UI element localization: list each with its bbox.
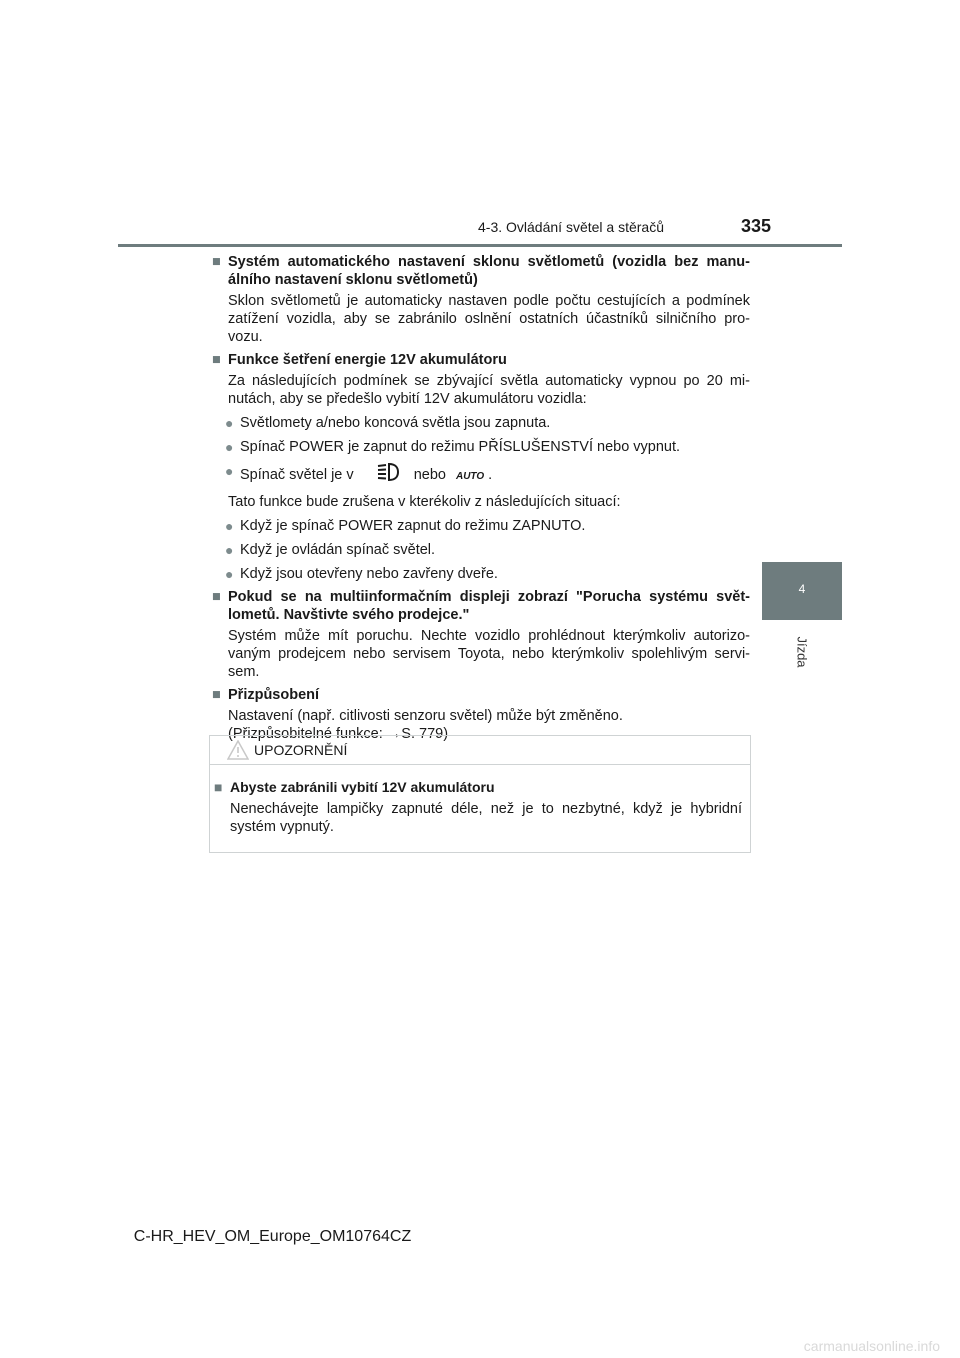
section-headlight-leveling [212, 253, 750, 346]
footer-document-code: C-HR_HEV_OM_Europe_OM10764CZ [133, 1228, 412, 1245]
section-battery-saver [212, 351, 750, 583]
warning-triangle-icon [227, 740, 249, 765]
warning-box [209, 735, 751, 853]
page-number: 335 [741, 216, 772, 236]
bullet-icon: ● [225, 463, 234, 479]
list-item-light-switch: ● Spínač světel je v nebo AUTO . [212, 462, 750, 487]
square-marker-icon: ■ [212, 687, 221, 703]
square-marker-icon: ■ [212, 254, 221, 270]
bullet-icon: ● [225, 542, 234, 558]
header-rule [118, 244, 842, 247]
square-marker-icon: ■ [212, 589, 221, 605]
section-paragraph: Sklon světlometů je automaticky nastaven podle počtu cestujících a podmínek zatížení vozidla, aby se zabránilo oslnění ostatních účastníků silničního pro-vozu. [228, 293, 750, 345]
list-item: ● Když je ovládán spínač světel. [225, 542, 436, 558]
chapter-number: 4 [798, 582, 806, 596]
chapter-label [772, 632, 832, 672]
section-title: ■ Funkce šetření energie 12V akumulátoru [212, 352, 507, 368]
chapter-tab[interactable] [762, 562, 842, 620]
bullet-icon: ● [225, 566, 234, 582]
section-paragraph: Systém může mít poruchu. Nechte vozidlo prohlédnout kterýmkoliv autorizo-vaným prodejcem nebo servisem Toyota, nebo kterýmkoliv spolehlivým servi-sem. [228, 628, 750, 680]
section-paragraph: Nastavení (např. citlivosti senzoru světel) může být změněno. [228, 708, 623, 724]
section-headlight-malfunction [212, 588, 750, 681]
warning-title: UPOZORNĚNÍ [254, 742, 348, 758]
square-marker-icon: ■ [212, 352, 221, 368]
section-paragraph: Tato funkce bude zrušena v kterékoliv z následujících situací: [228, 494, 621, 510]
headlight-icon [376, 462, 400, 487]
warning-heading: ■ Abyste zabránili vybití 12V akumulátoru [214, 779, 495, 795]
section-title: ■ Přizpůsobení [212, 687, 320, 703]
warning-header [210, 736, 750, 765]
bullet-icon: ● [225, 439, 234, 455]
list-item: ● Když je spínač POWER zapnut do režimu ZAPNUTO. [225, 518, 586, 534]
square-marker-icon: ■ [214, 779, 223, 795]
page-reference-link[interactable]: (Přizpůsobitelné funkce: →S. 779) [228, 726, 449, 742]
warning-text: Nenechávejte lampičky zapnuté déle, než je to nezbytné, když je hybridní systém vypnutý. [230, 801, 742, 835]
section-title: ■ Systém automatického nastavení sklonu světlometů (vozidla bez manu-álního nastavení sklonu světlometů) [212, 254, 750, 288]
header-section-title: 4-3. Ovládání světel a stěračů [478, 219, 664, 235]
list-item: ● Světlomety a/nebo koncová světla jsou zapnuta. [225, 415, 551, 431]
chapter-label-text: Jízda [794, 636, 810, 668]
list-item: ● Když jsou otevřeny nebo zavřeny dveře. [225, 566, 498, 582]
warning-body [214, 778, 742, 836]
list-item: ● Spínač POWER je zapnut do režimu PŘÍSLUŠENSTVÍ nebo vypnut. [225, 439, 681, 455]
bullet-icon: ● [225, 518, 234, 534]
bullet-icon: ● [225, 415, 234, 431]
watermark: carmanualsonline.info [803, 1338, 940, 1354]
section-title: ■ Pokud se na multiinformačním displeji zobrazí "Porucha systému svět-lometů. Navštivte svého prodejce." [212, 589, 750, 623]
section-paragraph: Za následujících podmínek se zbývající světla automaticky vypnou po 20 mi-nutách, aby se předešlo vybití 12V akumulátoru vozidla: [228, 373, 750, 407]
auto-light-icon: AUTO [455, 471, 485, 482]
main-content [212, 253, 750, 748]
